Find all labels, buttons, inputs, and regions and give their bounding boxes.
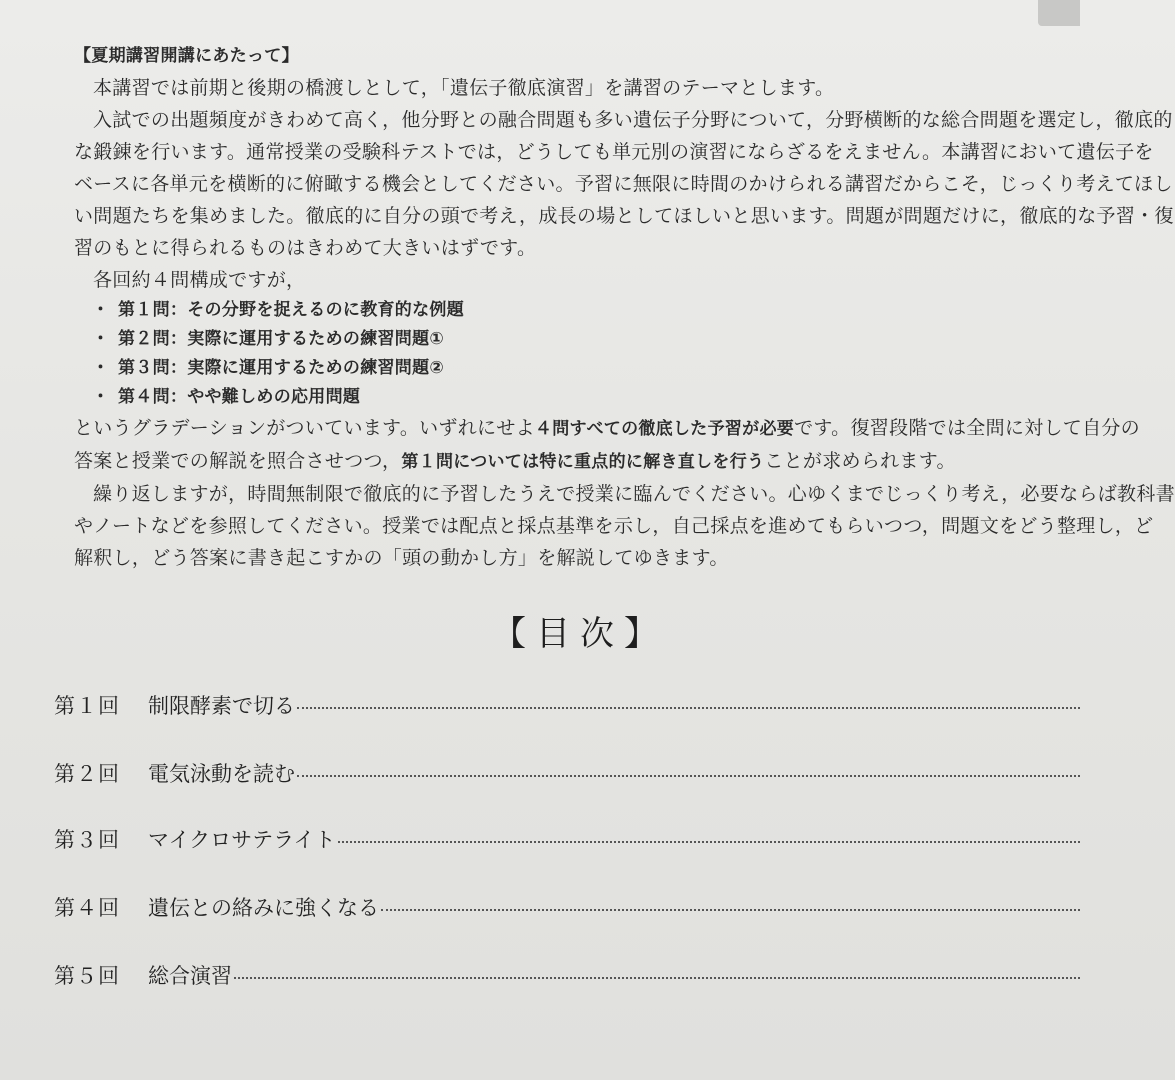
- paragraph-line: な鍛錬を行います。通常授業の受験科テストでは，どうしても単元別の演習にならざるをえません。本講習において遺伝子を: [74, 141, 1154, 163]
- emphasis-text: ４問すべての徹底した予習が必要: [534, 419, 795, 439]
- paragraph-text: というグラデーションがついています。いずれにせよ: [74, 417, 535, 439]
- intro-paragraph-2: [74, 104, 1174, 264]
- paragraph-line: 解釈し，どう答案に書き起こすかの「頭の動かし方」を解説してゆきます。: [74, 547, 729, 569]
- intro-paragraph-6: [74, 478, 1175, 574]
- paragraph-text: ことが求められます。: [764, 450, 956, 472]
- toc-title: 【目次】: [492, 614, 668, 654]
- paragraph-text: 答案と授業での解説を照合させつつ，: [74, 450, 402, 472]
- paragraph-line: 入試での出題頻度がきわめて高く，他分野との融合問題も多い遺伝子分野について，分野横断的な総合問題を選定し，徹底的: [93, 109, 1173, 131]
- list-item: [92, 354, 1074, 383]
- paragraph-text: です。復習段階では全問に対して自分の: [794, 417, 1140, 439]
- paragraph-line: 繰り返しますが，時間無制限で徹底的に予習したうえで授業に臨んでください。心ゆくまでじっくり考え，必要ならば教科書: [93, 483, 1175, 505]
- list-item-text: 第１問：その分野を捉えるのに教育的な例題: [118, 300, 464, 320]
- dotted-leader: [234, 977, 1080, 979]
- list-item-text: 第４問：やや難しめの応用問題: [118, 387, 361, 407]
- question-structure-list: [74, 296, 1074, 412]
- list-item-text: 第３問：実際に運用するための練習問題②: [118, 358, 445, 378]
- toc-entry-title: 制限酵素で切る: [148, 694, 295, 718]
- intro-paragraph-5: [74, 445, 1074, 478]
- toc-entry-title: 総合演習: [148, 964, 232, 988]
- bullet-mark: ・: [92, 300, 110, 320]
- dotted-leader: [297, 775, 1080, 777]
- dotted-leader: [338, 841, 1080, 843]
- toc-entry-title: マイクロサテライト: [148, 828, 336, 852]
- list-item: [92, 325, 1074, 354]
- list-item-text: 第２問：実際に運用するための練習問題①: [118, 329, 445, 349]
- intro-paragraph-3: 各回約４問構成ですが，: [93, 269, 306, 291]
- bullet-mark: ・: [92, 358, 110, 378]
- toc-entry-number: 第５回: [54, 964, 120, 988]
- toc-entry-title: 遺伝との絡みに強くなる: [148, 896, 379, 920]
- paragraph-line: い問題たちを集めました。徹底的に自分の頭で考え，成長の場としてほしいと思います。問題が問題だけに，徹底的な予習・復: [74, 205, 1174, 227]
- intro-heading: 【夏期講習開講にあたって】: [74, 46, 299, 66]
- paragraph-line: 習のもとに得られるものはきわめて大きいはずです。: [74, 237, 537, 259]
- list-item: [92, 383, 1074, 412]
- emphasis-text: 第１問については特に重点的に解き直しを行う: [401, 452, 765, 472]
- toc-entry-title: 電気泳動を読む: [148, 762, 295, 786]
- toc-entry-number: 第１回: [54, 694, 120, 718]
- bullet-mark: ・: [92, 329, 110, 349]
- toc-entry: [54, 892, 1080, 922]
- toc-entry-number: 第４回: [54, 896, 120, 920]
- paragraph-line: やノートなどを参照してください。授業では配点と採点基準を示し，自己採点を進めてもらいつつ，問題文をどう整理し，ど: [74, 515, 1154, 537]
- intro-paragraph-4: [74, 412, 1140, 445]
- bullet-mark: ・: [92, 387, 110, 407]
- dotted-leader: [297, 707, 1080, 709]
- list-item: [92, 296, 1074, 325]
- intro-section: [74, 40, 1175, 574]
- toc-entry: [54, 690, 1080, 720]
- toc-entry-number: 第３回: [54, 828, 120, 852]
- toc-entry-number: 第２回: [54, 762, 120, 786]
- intro-paragraph-1: 本講習では前期と後期の橋渡しとして，「遺伝子徹底演習」を講習のテーマとします。: [93, 77, 835, 99]
- dotted-leader: [381, 909, 1080, 911]
- paragraph-line: ベースに各単元を横断的に俯瞰する機会としてください。予習に無限に時間のかけられる講習だからこそ，じっくり考えてほし: [74, 173, 1173, 195]
- toc-entry: [54, 758, 1080, 788]
- page-tab-shadow: [1038, 0, 1080, 26]
- toc-entry: [54, 960, 1080, 990]
- toc-entry: [54, 824, 1080, 854]
